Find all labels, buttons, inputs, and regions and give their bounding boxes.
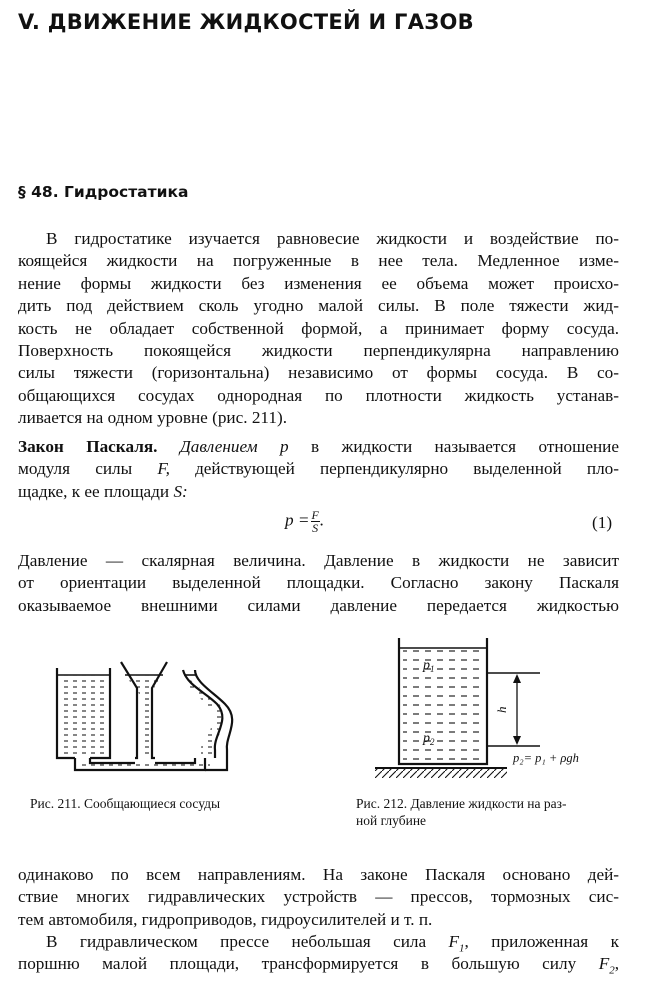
text-fragment: , приложенная к (464, 932, 619, 951)
text-line (18, 953, 619, 975)
symbol-p: p (280, 437, 289, 456)
text-line (18, 481, 619, 503)
formula-denominator: S (312, 521, 319, 535)
text-line: от ориентации выделенной площадки. Согласно закону Паскаля (18, 573, 619, 593)
formula-trail: . (319, 510, 325, 530)
figure-211-caption: Рис. 211. Сообщающиеся сосуды (30, 796, 221, 811)
caption-line: Рис. 212. Давление жидкости на раз- (356, 796, 567, 811)
paragraph-applications (18, 864, 619, 931)
pascal-heading: Закон Паскаля. (18, 437, 158, 456)
text-line: тем автомобиля, гидроприводов, гидроусилителей и т. п. (18, 909, 433, 929)
text-line: одинаково по всем направлениям. На законе Паскаля основано дей- (18, 865, 619, 884)
text-fragment: модуля силы (18, 459, 133, 479)
paragraph-intro (18, 228, 619, 430)
section-title: § 48. Гидростатика (18, 183, 189, 201)
text-line: ствие многих гидравлических устройств — прессов, тормозных сис- (18, 887, 619, 907)
text-fragment: , (614, 954, 619, 974)
label-p2: $p_2$ (423, 731, 435, 747)
label-p1: $p_1$ (423, 658, 435, 674)
paragraph-press (18, 931, 619, 976)
formula-numerator: F (311, 508, 319, 522)
text-fragment: действующей перпендикулярно выделенной пло- (195, 459, 619, 479)
formula-pressure (285, 509, 324, 534)
text-line: общающихся сосудах однородная по плотности жидкость устанав- (18, 385, 619, 405)
text-fragment: в жидкости называется отношение (311, 437, 620, 456)
label-equation: p₂= p₁ + ρgh (513, 751, 579, 765)
text-line: нение формы жидкости без изменения ее объема может происхо- (18, 273, 619, 293)
text-line: Поверхность покоящейся жидкости перпендикулярна направлению (18, 340, 619, 360)
text-fragment: щадке, к ее площади (18, 481, 170, 501)
figure-212-caption (356, 795, 566, 829)
text-fragment: поршню малой площади, трансформируется в большую силу (18, 954, 577, 974)
chapter-title: V. ДВИЖЕНИЕ ЖИДКОСТЕЙ И ГАЗОВ (18, 10, 474, 34)
text-line: оказываемое внешними силами давление передается жидкостью (18, 595, 619, 615)
text-line: Давление — скалярная величина. Давление в жидкости не зависит (18, 551, 619, 570)
equation-number: (1) (592, 513, 613, 532)
symbol-F: F, (157, 459, 170, 479)
vessel-2-liquid (125, 675, 163, 757)
arrow-head-down (513, 736, 521, 745)
term-pressure: Давлением (179, 437, 258, 456)
symbol-F1: $F_1$ (448, 932, 465, 955)
text-line: кость не обладает собственной формой, а принимает форму сосуда. (18, 318, 619, 338)
formula-lhs: p = (285, 510, 310, 530)
symbol-F2: $F_2$ (598, 954, 615, 977)
text-line (18, 458, 619, 480)
figure-211-communicating-vessels (45, 660, 275, 785)
text-line: В гидростатике изучается равновесие жидкости и воздействие по- (46, 229, 619, 248)
paragraph-pascal (18, 436, 619, 503)
ground-hatch (375, 768, 507, 778)
symbol-S: S: (173, 481, 188, 501)
text-line (18, 436, 619, 458)
text-line: ливается на одном уровне (рис. 211). (18, 408, 287, 428)
text-line: коящейся жидкости на погруженные в нее тела. Медленное изме- (18, 251, 619, 271)
vessel-1-liquid (60, 675, 107, 757)
container-liquid (403, 648, 483, 761)
label-h: h (494, 706, 509, 713)
caption-line: ной глубине (356, 813, 427, 828)
text-line: дить под действием сколь угодно малой силы. В поле тяжести жид- (18, 296, 619, 316)
text-line: силы тяжести (горизонтальна) независимо от формы сосуда. В со- (18, 363, 619, 383)
text-fragment: В гидравлическом прессе небольшая сила (46, 932, 427, 951)
arrow-head-up (513, 674, 521, 683)
text-line (18, 931, 619, 953)
formula-fraction (311, 509, 320, 534)
figure-212-pressure-depth (375, 638, 615, 786)
paragraph-scalar (18, 550, 619, 617)
